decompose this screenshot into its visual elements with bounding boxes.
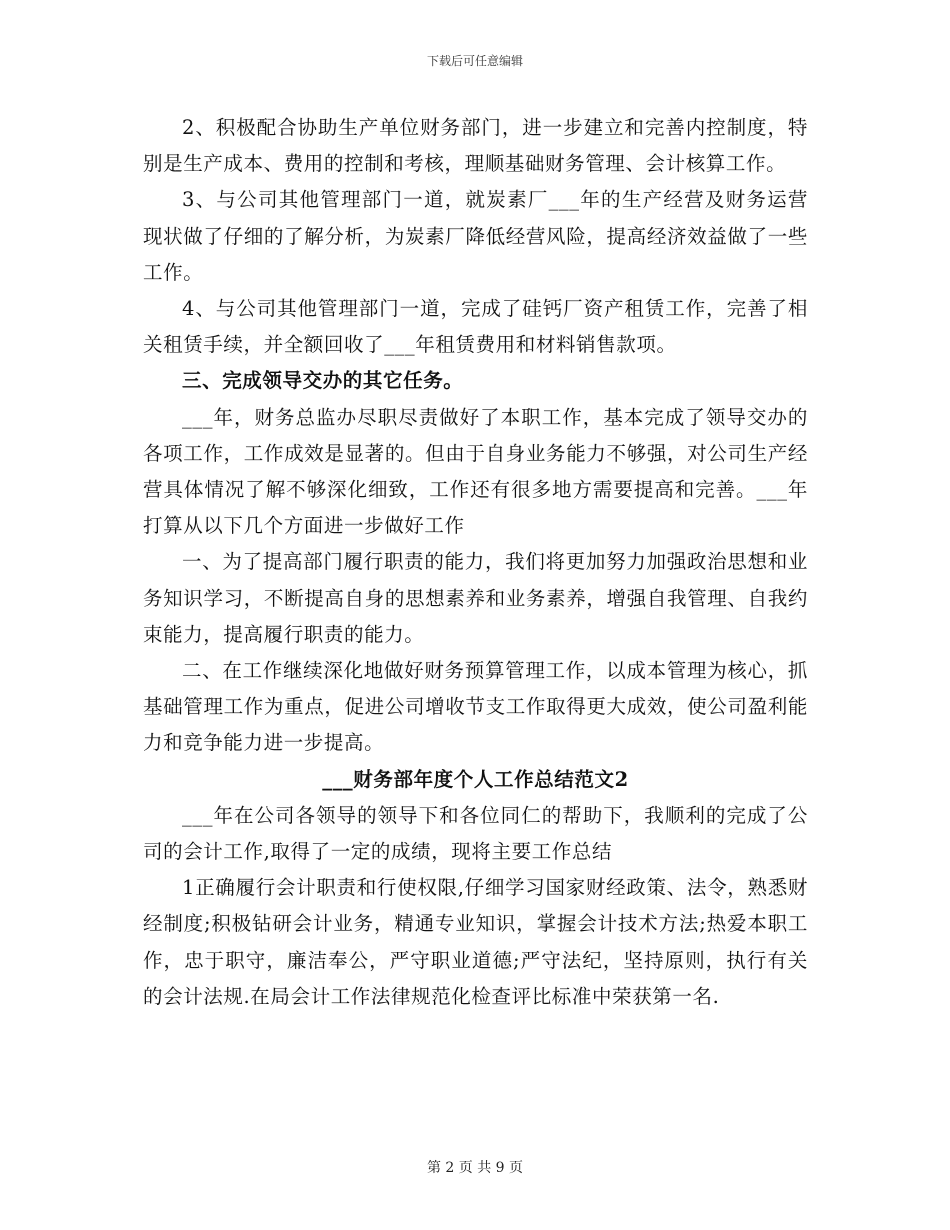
- paragraph-item-4: 4、与公司其他管理部门一道，完成了硅钙厂资产租赁工作，完善了相关租赁手续，并全额回收了___年租赁费用和材料销售款项。: [143, 297, 808, 357]
- article-title: ___财务部年度个人工作总结范文2: [322, 767, 629, 791]
- paragraph-item-3: 3、与公司其他管理部门一道，就炭素厂___年的生产经营及财务运营现状做了仔细的了解分析，为炭素厂降低经营风险，提高经济效益做了一些工作。: [143, 188, 808, 284]
- paragraph-plan-2: 二、在工作继续深化地做好财务预算管理工作，以成本管理为核心，抓基础管理工作为重点，促进公司增收节支工作取得更大成效，使公司盈利能力和竞争能力进一步提高。: [143, 659, 808, 755]
- page-footer: 第 2 页 共 9 页: [426, 1160, 524, 1176]
- page-header: 下载后可任意编辑: [426, 54, 523, 68]
- paragraph-summary: ___年，财务总监办尽职尽责做好了本职工作，基本完成了领导交办的各项工作，工作成效是显著的。但由于自身业务能力不够强，对公司生产经营具体情况了解不够深化细致，工作还有很多地方需要提高和完善。___年打算从以下几个方面进一步做好工作: [143, 405, 808, 538]
- paragraph-item-2: 2、积极配合协助生产单位财务部门，进一步建立和完善内控制度，特别是生产成本、费用的控制和考核，理顺基础财务管理、会计核算工作。: [143, 116, 808, 176]
- document-body: [143, 110, 808, 1015]
- paragraph-plan-1: 一、为了提高部门履行职责的能力，我们将更加努力加强政治思想和业务知识学习，不断提高自身的思想素养和业务素养，增强自我管理、自我约束能力，提高履行职责的能力。: [143, 550, 808, 646]
- section-heading-3: 三、完成领导交办的其它任务。: [182, 369, 464, 393]
- paragraph-duty-1: 1正确履行会计职责和行使权限,仔细学习国家财经政策、法令，熟悉财经制度;积极钻研会计业务，精通专业知识，掌握会计技术方法;热爱本职工作，忠于职守，廉洁奉公，严守职业道德;严守法纪，坚持原则，执行有关的会计法规.在局会计工作法律规范化检查评比标准中荣获第一名.: [143, 876, 808, 1008]
- paragraph-intro: ___年在公司各领导的领导下和各位同仁的帮助下，我顺利的完成了公司的会计工作,取得了一定的成绩，现将主要工作总结: [143, 803, 808, 864]
